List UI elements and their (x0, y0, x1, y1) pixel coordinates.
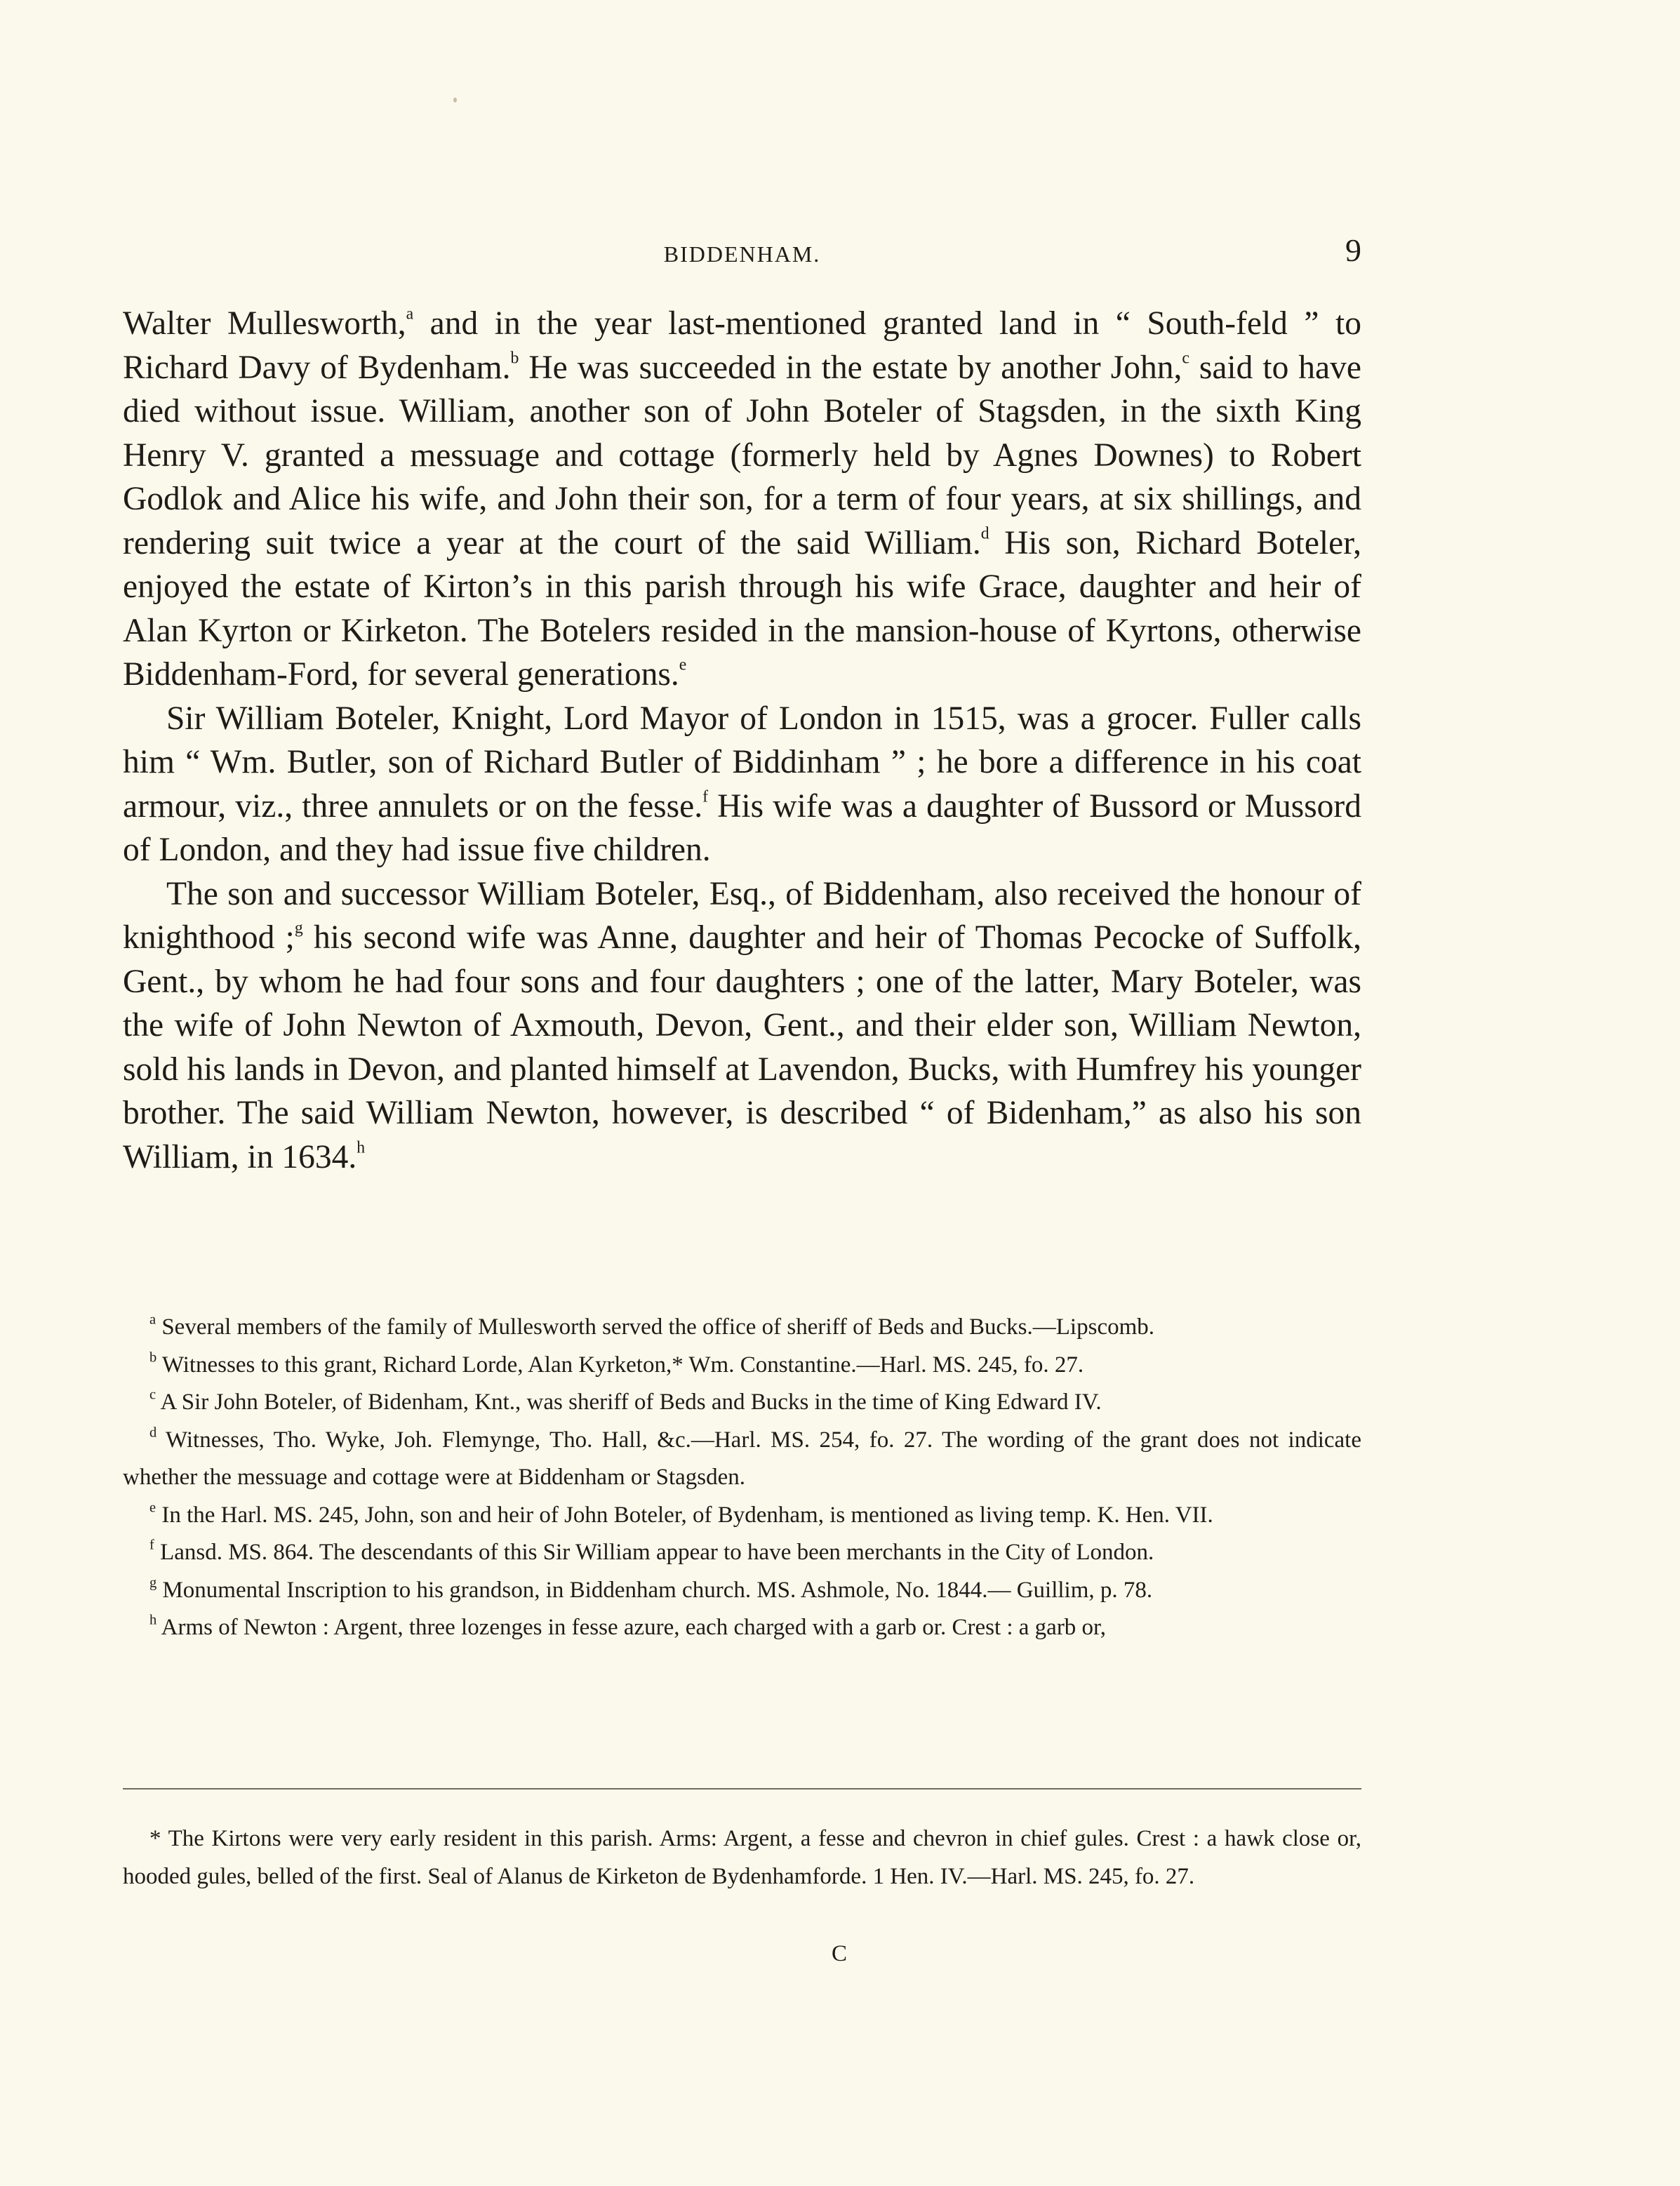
footnote-text: Several members of the family of Mullesworth served the office of sheriff of Beds and Bucks.—Lipscomb. (156, 1314, 1155, 1340)
text-run: He was succeeded in the estate by another John, (519, 349, 1182, 386)
paragraph-2 (123, 697, 1361, 872)
footnote-text: Lansd. MS. 864. The descendants of this Sir William appear to have been merchants in the City of London. (154, 1540, 1154, 1565)
text-run: and in the year last-mentioned granted land in “ South-feld ” to Richard Davy of Bydenham. (123, 305, 1361, 386)
footnote-ref-g: g (294, 919, 303, 938)
footnote-mark: g (149, 1575, 157, 1591)
footnote-text: Witnesses, Tho. Wyke, Joh. Flemynge, Tho. Hall, &c.—Harl. MS. 254, fo. 27. The wording of the grant does not indicate whether the messuage and cottage were at Biddenham or Stagsden. (123, 1427, 1361, 1490)
footnote-b (123, 1347, 1361, 1385)
kirton-note-text: * The Kirtons were very early resident in this parish. Arms: Argent, a fesse and chevron in chief gules. Crest : a hawk close or, hooded gules, belled of the first. Seal of Alanus de Kirketon de Bydenhamforde. 1 Hen. IV.—Harl. MS. 245, fo. 27. (123, 1826, 1361, 1889)
footnote-mark: c (149, 1387, 156, 1403)
footnote-mark: d (149, 1425, 157, 1441)
footnote-ref-f: f (702, 787, 709, 806)
footnote-ref-c: c (1182, 349, 1189, 368)
running-head (123, 232, 1361, 274)
footnote-g (123, 1572, 1361, 1610)
paragraph-3 (123, 872, 1361, 1180)
text-run: Walter Mullesworth, (123, 305, 406, 342)
footnote-ref-h: h (356, 1138, 366, 1157)
footnote-mark: a (149, 1312, 156, 1328)
footnote-text: Witnesses to this grant, Richard Lorde, Alan Kyrketon,* Wm. Constantine.—Harl. MS. 245, fo. 27. (156, 1352, 1084, 1378)
footnote-ref-e: e (679, 655, 687, 674)
signature-mark: C (831, 1941, 848, 1966)
footnote-ref-a: a (406, 305, 414, 324)
paragraph-1 (123, 302, 1361, 697)
footnote-d (123, 1422, 1361, 1497)
footnote-divider (123, 1788, 1361, 1790)
main-text (123, 302, 1361, 1179)
paper-speck (453, 98, 457, 102)
text-run: Sir William Boteler, Knight, Lord Mayor of London in 1515, was a grocer. Fuller calls him “ Wm. Butler, son of Richard Butler of Biddinham ” ; he bore a difference in his coat armour, viz., three annulets or on the fesse. (123, 700, 1361, 825)
footnote-mark: f (149, 1537, 154, 1553)
footnote-h (123, 1609, 1361, 1647)
footnote-mark: h (149, 1612, 157, 1628)
kirton-note (123, 1820, 1361, 1895)
footnote-c (123, 1384, 1361, 1422)
text-run: His wife was a daughter of Bussord or Mussord of London, and they had issue five children. (123, 787, 1361, 868)
footnote-text: Arms of Newton : Argent, three lozenges in fesse azure, each charged with a garb or. Crest : a garb or, (156, 1615, 1106, 1640)
footnote-a (123, 1309, 1361, 1347)
text-run: his second wife was Anne, daughter and heir of Thomas Pecocke of Suffolk, Gent., by whom he had four sons and four daughters ; one of the latter, Mary Boteler, was the wife of John Newton of Axmouth, Devon, Gent., and their elder son, William Newton, sold his lands in Devon, and planted himself at Lavendon, Bucks, with Humfrey his younger brother. The said William Newton, however, is described “ of Bidenham,” as also his son William, in 1634. (123, 919, 1361, 1175)
running-title: BIDDENHAM. (663, 241, 821, 267)
footnote-ref-d: d (980, 524, 989, 543)
footnote-text: A Sir John Boteler, of Bidenham, Knt., was sheriff of Beds and Bucks in the time of King Edward IV. (156, 1389, 1102, 1415)
footnotes (123, 1309, 1361, 1647)
footnote-mark: b (149, 1349, 157, 1366)
footnote-e (123, 1497, 1361, 1535)
footnote-text: Monumental Inscription to his grandson, in Biddenham church. MS. Ashmole, No. 1844.— Guillim, p. 78. (156, 1577, 1153, 1603)
text-run: The son and successor William Boteler, Esq., of Biddenham, also received the honour of knighthood ; (123, 875, 1361, 956)
text-run: said to have died without issue. William, another son of John Boteler of Stagsden, in the sixth King Henry V. granted a messuage and cottage (formerly held by Agnes Downes) to Robert Godlok and Alice his wife, and John their son, for a term of four years, at six shillings, and rendering suit twice a year at the court of the said William. (123, 349, 1361, 561)
page-number: 9 (1345, 232, 1361, 268)
footnote-text: In the Harl. MS. 245, John, son and heir of John Boteler, of Bydenham, is mentioned as living temp. K. Hen. VII. (156, 1502, 1213, 1528)
footnote-ref-b: b (510, 349, 519, 368)
text-run: His son, Richard Boteler, enjoyed the estate of Kirton’s in this parish through his wife Grace, daughter and heir of Alan Kyrton or Kirketon. The Botelers resided in the mansion-house of Kyrtons, otherwise Biddenham-Ford, for several generations. (123, 524, 1361, 693)
footnote-mark: e (149, 1500, 156, 1516)
footnote-f (123, 1534, 1361, 1572)
